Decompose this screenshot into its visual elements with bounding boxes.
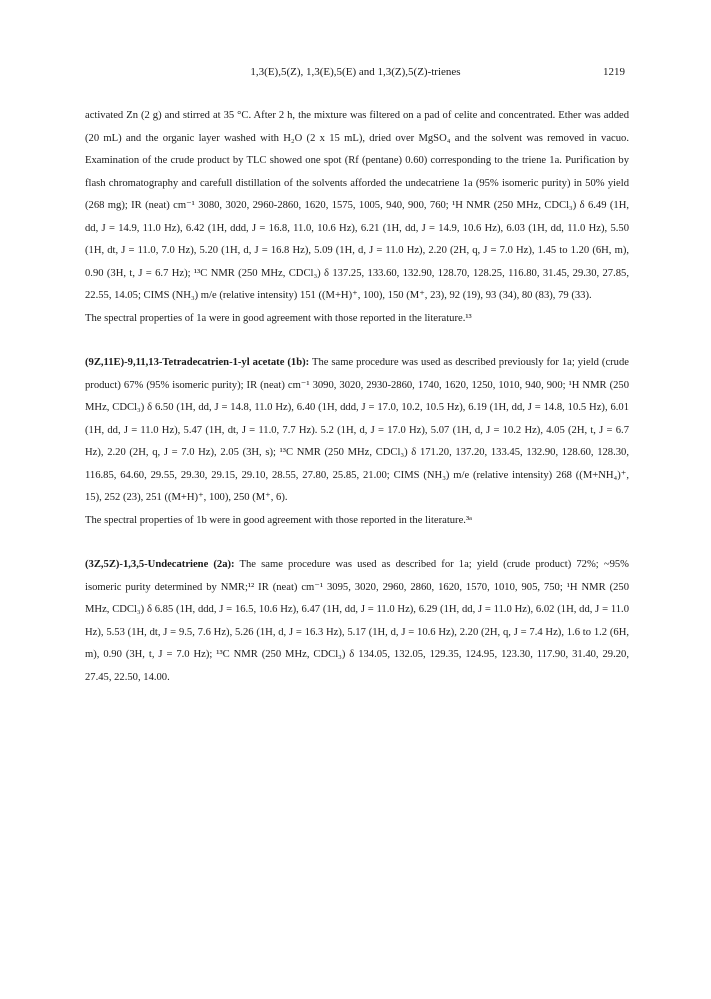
running-title: 1,3(E),5(Z), 1,3(E),5(E) and 1,3(Z),5(Z)-trienes xyxy=(250,66,461,78)
compound-heading-1b: (9Z,11E)-9,11,13-Tetradecatrien-1-yl acetate (1b): xyxy=(85,357,310,368)
paragraph-1b xyxy=(85,352,629,510)
article-body xyxy=(85,105,629,711)
note-1b-literature: The spectral properties of 1b were in good agreement with those reported in the literature.³ᵃ xyxy=(85,514,473,526)
paragraph-1b-details: The same procedure was used as described previously for 1a; yield (crude product) 67% (95% isomeric purity); IR (neat) cm⁻¹ 3090, 3020, 2930-2860, 1740, 1620, 1250, 1010, 940, 900; ¹H NMR (250 MHz, CDCl₃) δ 6.50 (1H, dd, J = 14.8, 11.0 Hz), 6.40 (1H, ddd, J = 17.0, 10.2, 10.5 Hz), 6.19 (1H, dd, J = 14.8, 10.5 Hz), 6.01 (1H, dd, J = 11.0 Hz), 5.47 (1H, dt, J = 11.0, 7.7 Hz). 5.2 (1H, d, J = 17.0 Hz), 5.07 (1H, d, J = 10.2 Hz), 4.05 (2H, t, J = 6.7 Hz), 2.20 (2H, q, J = 7.0 Hz), 2.05 (3H, s); ¹³C NMR (250 MHz, CDCl₃) δ 171.20, 137.20, 133.45, 132.90, 128.60, 128.30, 116.85, 64.60, 29.55, 29.30, 29.15, 29.10, 28.55, 27.80, 25.85, 21.00; CIMS (NH₃) m/e (relative intensity) 268 ((M+NH₄)⁺, 15), 252 (23), 251 ((M+H)⁺, 100), 250 (M⁺, 6). xyxy=(85,357,629,503)
running-header xyxy=(0,66,711,86)
compound-heading-2a: (3Z,5Z)-1,3,5-Undecatriene (2a): xyxy=(85,559,235,570)
paragraph-2a-details: The same procedure was used as described for 1a; yield (crude product) 72%; ~95% isomeric purity determined by NMR;¹² IR (neat) cm⁻¹ 3095, 3020, 2960, 2860, 1620, 1570, 1010, 905, 750; ¹H NMR (250 MHz, CDCl₃) δ 6.85 (1H, ddd, J = 16.5, 10.6 Hz), 6.47 (1H, dd, J = 11.0 Hz), 6.29 (1H, dd, J = 11.0 Hz), 6.02 (1H, dd, J = 11.0 Hz), 5.53 (1H, dt, J = 9.5, 7.6 Hz), 5.26 (1H, d, J = 16.3 Hz), 5.17 (1H, d, J = 10.6 Hz), 2.20 (2H, q, J = 7.4 Hz), 1.6 to 1.2 (6H, m), 0.90 (3H, t, J = 7.0 Hz); ¹³C NMR (250 MHz, CDCl₃) δ 134.05, 132.05, 129.35, 124.95, 123.30, 117.90, 31.40, 29.20, 27.45, 22.50, 14.00. xyxy=(85,559,629,683)
experimental-2a xyxy=(85,554,629,689)
paragraph-2a xyxy=(85,554,629,689)
paragraph-1a-details: activated Zn (2 g) and stirred at 35 °C. After 2 h, the mixture was filtered on a pad of celite and concentrated. Ether was added (20 mL) and the organic layer washed with H₂O (2 x 15 mL), dried over MgSO₄ and the solvent was removed in vacuo. Examination of the crude product by TLC showed one spot (Rf (pentane) 0.60) corresponding to the triene 1a. Purification by flash chromatography and carefull distillation of the solvents afforded the undecatriene 1a (95% isomeric purity) in 50% yield (268 mg); IR (neat) cm⁻¹ 3080, 3020, 2960-2860, 1620, 1575, 1005, 940, 900, 760; ¹H NMR (250 MHz, CDCl₃) δ 6.49 (1H, dd, J = 14.9, 11.0 Hz), 6.42 (1H, ddd, J = 16.8, 11.0, 10.6 Hz), 6.21 (1H, dd, J = 14.9, 10.6 Hz), 6.03 (1H, dd, 11.0 Hz), 5.50 (1H, dt, J = 11.0, 7.0 Hz), 5.20 (1H, d, J = 16.8 Hz), 5.09 (1H, d, J = 11.0 Hz), 2.20 (2H, q, J = 7.0 Hz), 1.45 to 1.20 (6H, m), 0.90 (3H, t, J = 6.7 Hz); ¹³C NMR (250 MHz, CDCl₃) δ 137.25, 133.60, 132.90, 128.70, 128.25, 116.80, 31.45, 29.30, 27.85, 22.55, 14.05; CIMS (NH₃) m/e (relative intensity) 151 ((M+H)⁺, 100), 150 (M⁺, 23), 92 (19), 93 (34), 80 (83), 79 (33). xyxy=(85,110,629,301)
experimental-1a xyxy=(85,105,629,330)
experimental-1b xyxy=(85,352,629,532)
note-1a-literature: The spectral properties of 1a were in good agreement with those reported in the literature.¹³ xyxy=(85,312,472,324)
page-number: 1219 xyxy=(603,66,625,78)
